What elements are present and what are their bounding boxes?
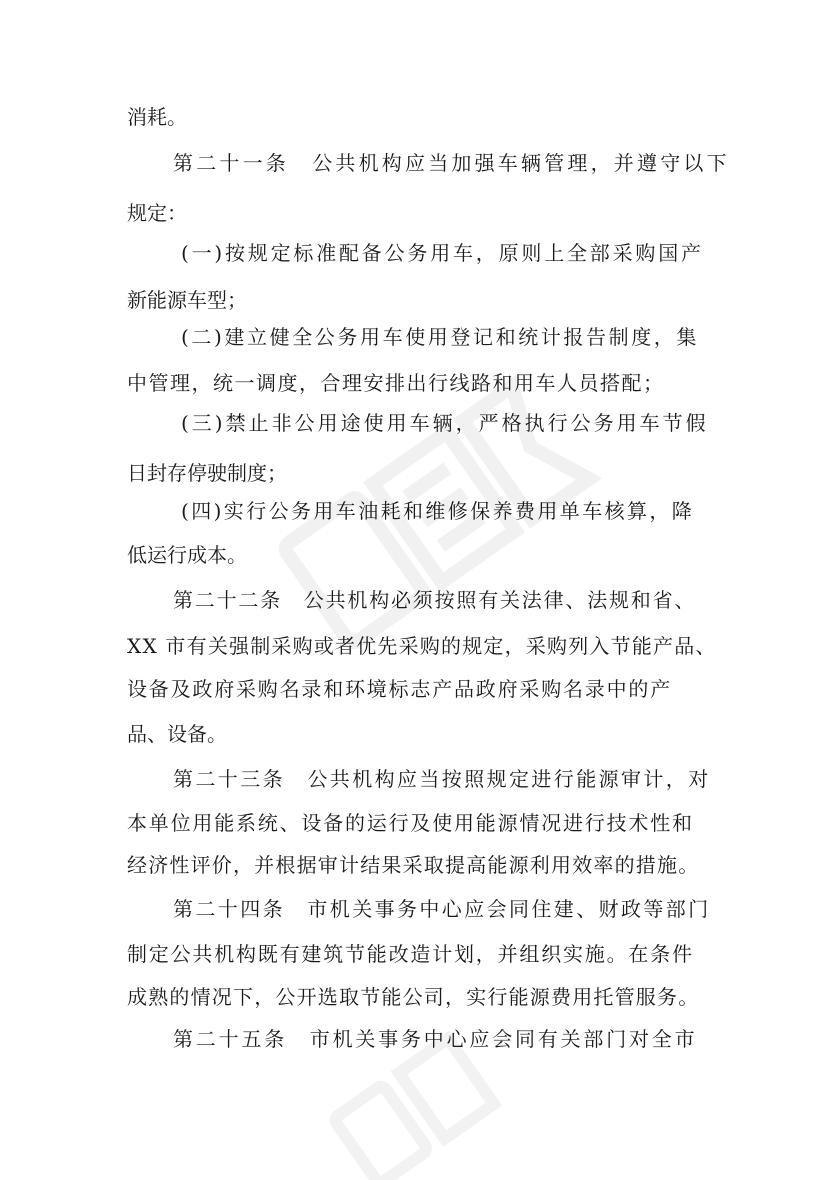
text-line-3: 规定：	[127, 201, 187, 225]
text-line-8: (三)禁止非公用途使用车辆，严格执行公务用车节假	[181, 411, 709, 435]
text-line-18: 经济性评价，并根据审计结果采取提高能源利用效率的措施。	[127, 853, 700, 877]
text-line-14: 设备及政府采购名录和环境标志产品政府采购名录中的产	[127, 677, 672, 701]
text-line-17: 本单位用能系统、设备的运行及使用能源情况进行技术性和	[127, 811, 694, 835]
text-line-21: 成熟的情况下，公开选取节能公司，实行能源费用托管服务。	[127, 985, 700, 1009]
text-line-12: 第二十二条 公共机构必须按照有关法律、法规和省、	[173, 588, 697, 612]
text-line-5: 新能源车型；	[127, 288, 247, 312]
text-line-2: 第二十一条 公共机构应当加强车辆管理，并遵守以下	[173, 151, 730, 175]
text-line-10: (四)实行公务用车油耗和维修保养费用单车核算，降	[181, 499, 695, 523]
text-line-7: 中管理，统一调度，合理安排出行线路和用车人员搭配；	[127, 371, 665, 395]
text-line-16: 第二十三条 公共机构应当按照规定进行能源审计，对	[173, 767, 711, 791]
text-line-4: (一)按规定标准配备公务用车，原则上全部采购国产	[181, 241, 704, 265]
text-line-6: (二)建立健全公务用车使用登记和统计报告制度，集	[181, 325, 700, 349]
text-line-22: 第二十五条 市机关事务中心应会同有关部门对全市	[173, 1027, 698, 1051]
text-line-9: 日封存停驶制度；	[127, 461, 287, 485]
text-line-15: 品、设备。	[127, 722, 227, 746]
text-line-11: 低运行成本。	[127, 543, 247, 567]
text-line-19: 第二十四条 市机关事务中心应会同住建、财政等部门	[173, 897, 711, 921]
text-line-20: 制定公共机构既有建筑节能改造计划，并组织实施。在条件	[127, 942, 694, 966]
text-line-13: XX 市有关强制采购或者优先采购的规定，采购列入节能产品、	[127, 634, 717, 658]
text-line-1: 消耗。	[127, 105, 187, 129]
